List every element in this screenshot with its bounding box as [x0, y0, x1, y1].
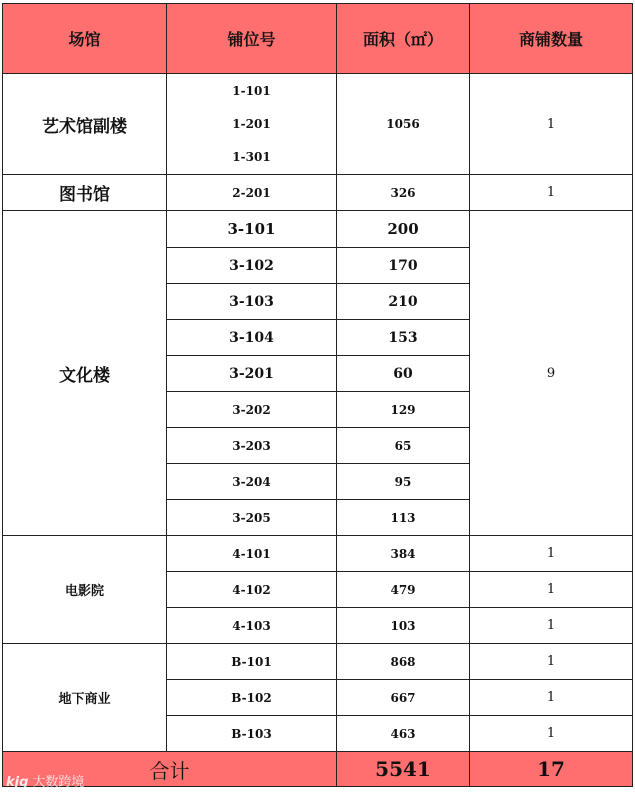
area-cell: 667 [337, 680, 470, 716]
unit-no-cell: 3-205 [167, 500, 337, 536]
unit-no-cell: 4-101 [167, 536, 337, 572]
watermark [6, 771, 84, 790]
watermark-logo: kjg [6, 775, 29, 790]
unit-no-cell [167, 74, 337, 175]
area-cell: 95 [337, 464, 470, 500]
area-cell: 1056 [337, 74, 470, 175]
area-cell: 65 [337, 428, 470, 464]
area-cell: 868 [337, 644, 470, 680]
count-cell: 1 [470, 716, 633, 752]
area-cell: 463 [337, 716, 470, 752]
area-cell: 326 [337, 175, 470, 211]
unit-no-cell: 3-201 [167, 356, 337, 392]
venue-cell: 电影院 [3, 536, 167, 644]
unit-no-cell: 2-201 [167, 175, 337, 211]
unit-no: 1-201 [232, 116, 271, 131]
watermark-text: 大数跨境 [32, 775, 85, 790]
unit-no-cell: 3-203 [167, 428, 337, 464]
unit-no-cell: 3-101 [167, 211, 337, 248]
count-cell: 1 [470, 608, 633, 644]
area-cell: 200 [337, 211, 470, 248]
total-area: 5541 [337, 752, 470, 787]
header-unit-no: 铺位号 [167, 4, 337, 74]
area-cell: 153 [337, 320, 470, 356]
venue-cell: 艺术馆副楼 [3, 74, 167, 175]
unit-no-cell: 3-103 [167, 284, 337, 320]
count-cell: 1 [470, 680, 633, 716]
table-row [3, 644, 633, 680]
area-cell: 170 [337, 248, 470, 284]
unit-no-cell: 4-102 [167, 572, 337, 608]
venue-cell: 地下商业 [3, 644, 167, 752]
count-cell: 1 [470, 644, 633, 680]
area-cell: 113 [337, 500, 470, 536]
unit-no-cell: 3-202 [167, 392, 337, 428]
area-cell: 479 [337, 572, 470, 608]
unit-no: 1-101 [232, 83, 271, 98]
area-cell: 384 [337, 536, 470, 572]
venue-cell: 图书馆 [3, 175, 167, 211]
shop-table [2, 3, 633, 787]
area-cell: 129 [337, 392, 470, 428]
table-header-row [3, 4, 633, 74]
total-row [3, 752, 633, 787]
unit-no: 1-301 [232, 149, 271, 164]
count-cell: 1 [470, 175, 633, 211]
unit-no-cell: B-103 [167, 716, 337, 752]
unit-no-cell: B-102 [167, 680, 337, 716]
count-cell: 1 [470, 536, 633, 572]
unit-no-cell: B-101 [167, 644, 337, 680]
header-shop-count: 商铺数量 [470, 4, 633, 74]
table-row [3, 211, 633, 248]
table-row [3, 536, 633, 572]
table-row [3, 74, 633, 175]
unit-no-cell: 3-204 [167, 464, 337, 500]
total-label: 合计 [3, 752, 337, 787]
unit-no-cell: 3-102 [167, 248, 337, 284]
area-cell: 210 [337, 284, 470, 320]
area-cell: 60 [337, 356, 470, 392]
unit-no-cell: 3-104 [167, 320, 337, 356]
count-cell: 1 [470, 572, 633, 608]
table-row [3, 175, 633, 211]
total-count: 17 [470, 752, 633, 787]
count-cell: 1 [470, 74, 633, 175]
area-cell: 103 [337, 608, 470, 644]
header-area: 面积（㎡） [337, 4, 470, 74]
header-venue: 场馆 [3, 4, 167, 74]
count-cell: 9 [470, 211, 633, 536]
unit-no-cell: 4-103 [167, 608, 337, 644]
venue-cell: 文化楼 [3, 211, 167, 536]
